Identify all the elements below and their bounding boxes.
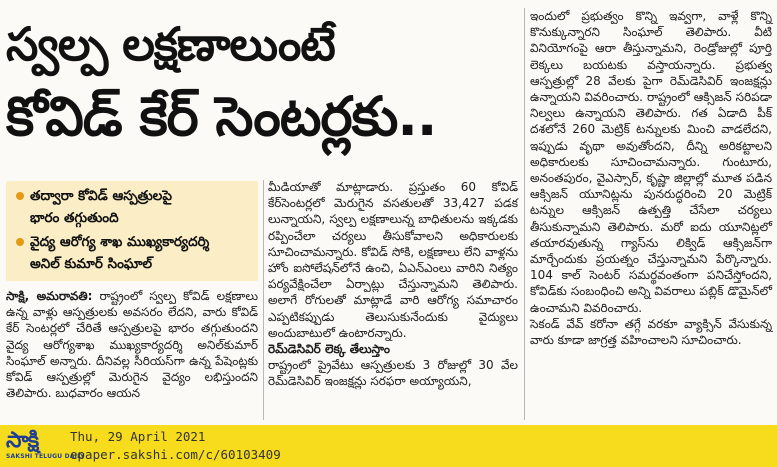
column-divider [524,8,525,420]
bullet-icon [16,238,24,246]
highlights-box [6,181,258,281]
highlight-item [16,231,209,275]
column-text: ఇందులో ప్రభుత్వం కొన్ని ఇవ్వగా, వాళ్లే కొన్ని కొనుక్కున్నారని సింఘాల్ తెలిపారు. వీటి వినియోగంపై ఆరా తీస్తున్నామని, రెండ్రోజుల్లో పూర్తి లెక్కలు బయటకు వస్తాయన్నారు. ప్రభుత్వ ఆస్పత్రుల్లో 28 వేలకు పైగా రెమ్‌డెసివిర్ ఇంజక్షన్లు ఉన్నాయని వివరించారు. రాష్ట్రంలో ఆక్సిజన్ సరిపడా నిల్వలు ఉన్నాయని తెలిపారు. గత ఏడాది పీక్ దశలోనే 260 మెట్రిక్ టన్నులకు మించి వాడలేదని, ఇప్పుడు వృథా అవుతోందని, దీన్ని అరికట్టాలని అధికారులకు సూచించామన్నారు. గుంటూరు, అనంతపురం, వైఎస్సార్, కృష్ణా జిల్లాల్లో మూత పడిన ఆక్సిజన్ యూనిట్లను పునరుద్ధరించి 20 మెట్రిక్ టన్నుల ఆక్సిజన్ ఉత్పత్తి చేసేలా చర్యలు తీసుకున్నామని తెలిపారు. మరో ఐదు యూనిట్లలో తయారవుతున్న గ్యాస్‌ను లిక్విడ్ ఆక్సిజన్‌గా మార్చేందుకు ప్రయత్నం చేస్తున్నామని పేర్కొన్నారు. 104 కాల్ సెంటర్ సమర్థవంతంగా పనిచేస్తోందని, కోవిడ్‌కు సంబంధించి అన్ని వివరాలు పబ్లిక్ డొమైన్‌లో ఉంచామని వివరించారు. [530,9,772,315]
highlight-text: తద్వారా కోవిడ్ ఆస్పత్రులపై [30,188,172,204]
logo-text: సాక్షి [6,428,39,453]
sakshi-logo [6,428,85,463]
headline-line-1: స్వల్ప లక్షణాలుంటే [6,17,335,71]
column-divider [263,180,264,420]
article-column-3 [530,8,772,348]
subheading: రెమ్‌డెసివిర్‌ లెక్క తేలుస్తాం [268,342,391,357]
headline-line-2: కోవిడ్ కేర్ సెంటర్లకు.. [6,85,437,148]
highlight-text: అనిల్ కుమార్ సింఘాల్ [30,256,153,272]
bullet-icon [16,192,24,200]
dateline: సాక్షి, అమరావతి: [6,289,93,303]
logo-subtitle: SAKSHI TELUGU DAILY [6,453,85,460]
column-text: సెకండ్ వేవ్ కరోనా తగ్గే వరకూ వ్యాక్సిన్ వేసుకున్న వారు కూడా జాగ్రత్త వహించాలని సూచించారు. [530,316,772,348]
epaper-footer [0,425,777,467]
epaper-link[interactable]: epaper.sakshi.com/c/60103409 [70,447,281,462]
column-text: రాష్ట్రంలో స్వల్ప కోవిడ్ లక్షణాలు ఉన్న వాళ్లు ఆస్పత్రులకు అవసరం లేదని, వారు కోవిడ్ కేర్ సెంటర్లలో చేరితే ఆస్పత్రులపై భారం తగ్గుతుందని వైద్య ఆరోగ్యశాఖ ముఖ్యకార్యదర్శి అనిల్‌కుమార్ సింఘాల్ అన్నారు. దీనివల్ల సీరియస్‌గా ఉన్న పేషెంట్లకు కోవిడ్ ఆస్పత్రుల్లో మెరుగైన వైద్యం లభిస్తుందని తెలిపారు. బుధవారం ఆయన [6,289,258,401]
highlight-text: వైద్య ఆరోగ్య శాఖ ముఖ్యకార్యదర్శి [30,234,210,250]
publication-date: Thu, 29 April 2021 [70,429,206,444]
article-column-2 [268,179,518,390]
article-column-1 [6,288,258,401]
column-text: మీడియాతో మాట్లాడారు. ప్రస్తుతం 60 కోవిడ్ కేర్‌సెంటర్లలో మెరుగైన వసతులతో 33,427 పడక లున్నాయని, స్వల్ప లక్షణాలున్న బాధితులను ఇక్కడకు రప్పించేలా చర్యలు తీసుకోవాలని అధికారులకు సూచించామన్నారు. కోవిడ్ సోకి, లక్షణాలు లేని వాళ్లను హోం ఐసోలేషన్‌లోనే ఉంచి, ఏఎన్‌ఎంలు వారిని నిత్యం పర్యవేక్షించేలా ఏర్పాట్లు చేస్తున్నామని తెలిపారు. అలాగే రోగులతో మాట్లాడే వారి ఆరోగ్య సమాచారం ఎప్పటికప్పుడు తెలుసుకునేందుకు వైద్యులు అందుబాటులో ఉంటారన్నారు. [268,180,518,340]
highlight-text: భారం తగ్గుతుంది [30,210,119,226]
column-text: రాష్ట్రంలో ప్రైవేటు ఆస్పత్రులకు 3 రోజుల్లో 30 వేల రెమ్‌డెసివిర్ ఇంజక్షన్లు సరఫరా అయ్యాయని, [268,358,518,389]
highlight-item [16,185,172,229]
